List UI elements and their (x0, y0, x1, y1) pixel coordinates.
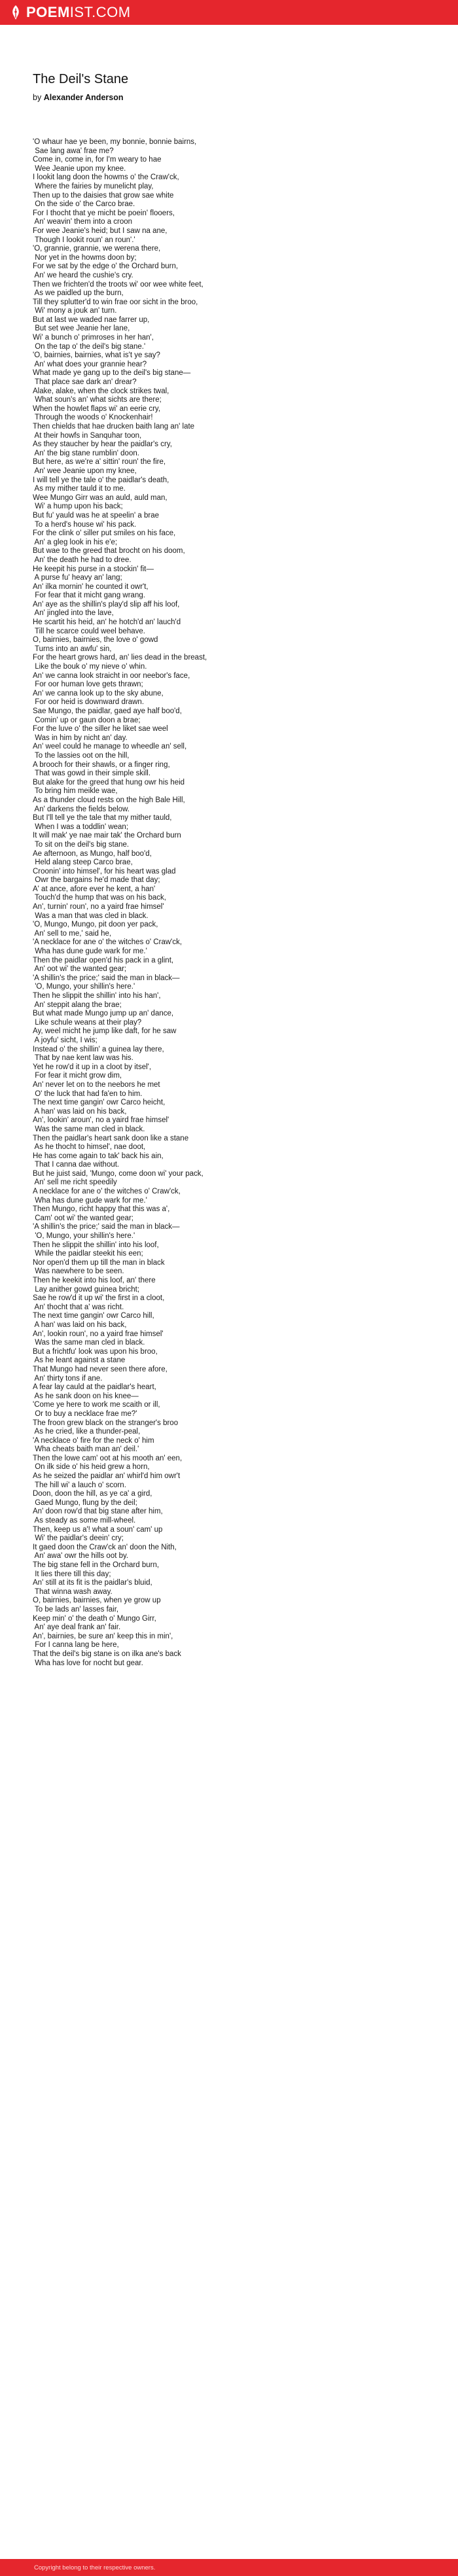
poem-line: Come in, come in, for I'm weary to hae (33, 156, 162, 164)
poem-line: Was the same man cled in black. (33, 1125, 145, 1133)
poem-line: Was a man that was cled in black. (33, 911, 149, 920)
poem-line: Wee Mungo Girr was an auld, auld man, (33, 493, 167, 502)
poem-line: An', turnin' roun', no a yaird frae himsel' (33, 903, 164, 911)
poem-line: But here, as we're a' sittin' roun' the fire, (33, 458, 166, 467)
poem-line: Then chields that hae drucken baith lang an' late (33, 423, 195, 431)
poem-line: To bring him meikle wae, (33, 787, 118, 796)
poem-line: Till they splutter'd to win frae oor sicht in the broo, (33, 298, 198, 306)
poem-line: Then the lowe cam' oot at his mooth an' een, (33, 1454, 183, 1462)
poem-line: 'O whaur hae ye been, my bonnie, bonnie bairns, (33, 138, 197, 146)
poem-line: A fear lay cauld at the paidlar's heart, (33, 1383, 156, 1392)
poem-line: 'O, Mungo, your shillin's here.' (33, 1232, 135, 1241)
poem-line: I will tell ye the tale o' the paidlar's death, (33, 476, 169, 484)
poem-line: For oor human love gets thrawn; (33, 680, 143, 689)
poem-line: Then Mungo, richt happy that this was a', (33, 1205, 170, 1214)
poem-line: An' thocht that a' was richt. (33, 1303, 124, 1311)
copyright-text: Copyright belong to their respective owners. (34, 2564, 156, 2571)
poem-line: An' aye as the shillin's play'd slip aff his loof, (33, 600, 180, 609)
poem-line: An' aye deal frank an' fair. (33, 1623, 121, 1632)
poem-line: An' oot wi' the wanted gear; (33, 965, 127, 974)
poem-line: Gaed Mungo, flung by the deil; (33, 1498, 137, 1507)
poem-line: That I canna dae without. (33, 1161, 120, 1169)
poem-line: Doon, doon the hill, as ye ca' a gird, (33, 1490, 152, 1498)
poem-line: Wha cheats baith man an' deil.' (33, 1445, 139, 1454)
poem-line: For I thocht that ye micht be poein' flooers, (33, 209, 175, 217)
poem-line: That the deil's big stane is on ilka ane's back (33, 1650, 181, 1658)
poem-line: I lookit lang doon the howms o' the Craw'ck, (33, 173, 179, 182)
poem-line: O, bairnies, bairnies, when ye grow up (33, 1597, 161, 1605)
poem-line: Instead o' the shillin' a guinea lay there, (33, 1045, 164, 1053)
poem-line: As he thocht to himsel', nae doot, (33, 1143, 146, 1152)
poem-line: As he leant against a stane (33, 1356, 126, 1365)
poem-line: Held alang steep Carco brae, (33, 858, 133, 867)
poem-line: Wi' a bunch o' primroses in her han', (33, 334, 154, 342)
poem-line: That Mungo had never seen there afore, (33, 1365, 167, 1373)
byline-prefix: by (33, 93, 44, 102)
poem-line: But at last we waded nae farrer up, (33, 315, 150, 324)
poem-line: Wha has dune gude wark for me.' (33, 947, 147, 956)
poem-line: Though I lookit roun' an roun'.' (33, 236, 135, 244)
poem-line: A han' was laid on his back, (33, 1107, 127, 1116)
poem-line: A joyfu' sicht, I wis; (33, 1036, 97, 1044)
poem-line: As he cried, like a thunder-peal, (33, 1428, 141, 1436)
poem-line: What made ye gang up to the deil's big stane— (33, 369, 191, 378)
poem-line: For I canna lang be here, (33, 1641, 119, 1650)
poem-line: While the paidlar steekit his een; (33, 1250, 143, 1258)
poem-line: An' steppit alang the brae; (33, 1000, 122, 1009)
poem-line: Croonin' into himsel', for his heart was glad (33, 867, 176, 875)
poem-line: An' the big stane rumblin' doon. (33, 449, 139, 457)
poem-line: Ae afternoon, as Mungo, half boo'd, (33, 849, 152, 858)
poem-line: Sae he row'd it up wi' the first in a cloot, (33, 1294, 165, 1303)
poem-line: Then the paidlar's heart sank doon like a stane (33, 1134, 189, 1142)
poem-line: An' never let on to the neebors he met (33, 1080, 160, 1089)
poem-line: 'Come ye here to work me scaith or ill, (33, 1401, 160, 1409)
poem-line: Then he slippit the shillin' into his loof, (33, 1241, 159, 1249)
poem-line: Yet he row'd it up in a cloot by itsel', (33, 1063, 152, 1071)
poem-line: For fear that it micht gang wrang. (33, 591, 145, 600)
logo-light-part: IST.COM (69, 4, 131, 20)
poem-line: But what made Mungo jump up an' dance, (33, 1010, 174, 1018)
poem-line: An' wee Jeanie upon my knee, (33, 467, 137, 475)
poem-line: Through the woods o' Knockenhair! (33, 414, 153, 422)
poem-line: The froon grew black on the stranger's broo (33, 1419, 179, 1427)
poem-line: As a thunder cloud rests on the high Bale Hill, (33, 796, 185, 804)
poem-line: Then up to the daisies that grow sae white (33, 191, 174, 200)
poem-body (33, 138, 425, 1668)
poem-line: An' awa' owr the hills oot by. (33, 1552, 129, 1561)
poem-line: For we sat by the edge o' the Orchard burn, (33, 262, 179, 271)
poem-line: For wee Jeanie's heid; but I saw na ane, (33, 226, 167, 235)
poem-line: But I'll tell ye the tale that my mither tauld, (33, 814, 172, 822)
poem-byline (33, 93, 123, 102)
poem-line: 'A necklace o' fire for the neck o' him (33, 1436, 154, 1445)
poem-line: Then he keekit into his loof, an' there (33, 1277, 156, 1284)
poem-line: Touch'd the hump that was on his back, (33, 894, 166, 902)
poem-line: On the tap o' the deil's big stane.' (33, 342, 146, 351)
poem-line: That by nae kent law was his. (33, 1054, 133, 1063)
poem-line: Or to buy a necklace frae me?' (33, 1409, 137, 1418)
poem-line: Where the fairies by munelicht play, (33, 182, 154, 190)
poem-line: An' what does your grannie hear? (33, 360, 147, 368)
poem-line: Wha has love for nocht but gear. (33, 1659, 143, 1667)
poem-line: On the side o' the Carco brae. (33, 200, 135, 209)
poem-line: But alake for the greed that hung owr his heid (33, 778, 185, 786)
poem-line: As he sank doon on his knee— (33, 1392, 139, 1400)
poem-line: Then, keep us a'! what a soun' cam' up (33, 1525, 163, 1534)
poem-title: The Deil's Stane (33, 72, 129, 86)
poem-line: An' we canna look up to the sky abune, (33, 689, 164, 697)
poem-line: Cam' oot wi' the wanted gear; (33, 1214, 133, 1222)
poem-line: The next time gangin' owr Carco hill, (33, 1312, 154, 1320)
poem-line: That winna wash away. (33, 1587, 113, 1596)
poem-line: He scartit his heid, an' he hotch'd an' lauch'd (33, 618, 181, 627)
poem-line: Sae Mungo, the paidlar, gaed aye half boo'd, (33, 707, 182, 715)
poem-line: O, bairnies, bairnies, the love o' gowd (33, 636, 158, 644)
poem-line: A purse fu' heavy an' lang; (33, 574, 122, 582)
poem-line: To the lassies oot on the hill, (33, 751, 130, 760)
poem-line: But wae to the greed that brocht on his doom, (33, 547, 185, 556)
poem-line: A brooch for their shawls, or a finger ring, (33, 760, 170, 769)
poem-line: 'A shillin's the price;' said the man in black— (33, 1223, 180, 1231)
poem-line: The big stane fell in the Orchard burn, (33, 1561, 160, 1569)
poem-line: An' weel could he manage to wheedle an' sell, (33, 743, 187, 751)
poem-line: As my mither tauld it to me. (33, 485, 126, 493)
poem-line: An', lookin roun', no a yaird frae himsel' (33, 1330, 164, 1338)
poem-line: Turns into an awfu' sin, (33, 644, 112, 653)
poem-line: An' jingled into the lave, (33, 609, 114, 618)
poem-line: But fu' yauld was he at speelin' a brae (33, 511, 159, 520)
poem-line: Wi' a hump upon his back; (33, 503, 123, 511)
poem-line: Lay anither gowd guinea bricht; (33, 1285, 140, 1294)
top-bar (0, 0, 458, 25)
poem-line: A' at ance, afore ever he kent, a han' (33, 885, 156, 893)
poem-line: A necklace for ane o' the witches o' Craw'ck, (33, 1188, 181, 1196)
poem-line: For oor heid is downward drawn. (33, 698, 145, 707)
poem-line: Was naewhere to be seen. (33, 1267, 124, 1276)
poem-line: An' weavin' them into a croon (33, 218, 133, 226)
poem-line: As steady as some mill-wheel. (33, 1517, 136, 1525)
poem-line: Nor open'd them up till the man in black (33, 1258, 165, 1267)
poem-line: 'A necklace for ane o' the witches o' Craw'ck, (33, 938, 183, 947)
poem-line: What soun's an' what sichts are there; (33, 396, 162, 404)
poem-line: An' doon row'd that big stane after him, (33, 1508, 163, 1516)
poem-line: Was the same man cled in black. (33, 1339, 145, 1347)
poem-line: An', bairnies, be sure an' keep this in min', (33, 1632, 173, 1640)
poem-line: To be lads an' lasses fair, (33, 1605, 119, 1614)
poem-line: 'O, Mungo, Mungo, pit doon yer pack, (33, 921, 158, 929)
footer-bar (0, 2559, 458, 2576)
poem-line: The hill wi' a lauch o' scorn. (33, 1481, 126, 1489)
poem-line: A han' was laid on his back, (33, 1320, 127, 1329)
poem-line: As we paidled up the burn, (33, 289, 124, 298)
logo-bold-part: POEM (26, 4, 70, 20)
poem-line: On ilk side o' his heid grew a horn, (33, 1463, 150, 1472)
poem-line: Wha has dune gude wark for me.' (33, 1196, 147, 1205)
poem-line: An' we heard the cushie's cry. (33, 271, 133, 279)
poem-line: An' thirty tons if ane. (33, 1374, 103, 1383)
poem-line: 'A shillin's the price;' said the man in black— (33, 974, 180, 982)
poem-line: An', lookin' aroun', no a yaird frae himsel' (33, 1116, 169, 1125)
poem-line: Comin' up or gaun doon a brae; (33, 716, 141, 724)
poem-line: Was in him by nicht an' day. (33, 733, 128, 742)
site-logo[interactable] (26, 0, 131, 25)
poem-line: The next time gangin' owr Carco heicht, (33, 1099, 166, 1107)
poem-line: It lies there till this day; (33, 1570, 111, 1578)
poem-line: To sit on the deil's big stane. (33, 840, 130, 849)
poem-line: Like schule weans at their play? (33, 1018, 142, 1027)
poem-line: When I was a toddlin' wean; (33, 822, 129, 831)
poem-line: For fear it micht grow dim, (33, 1072, 122, 1080)
poem-line: For the luve o' the siller he liket sae weel (33, 725, 168, 733)
poem-line: An' ilka mornin' he counted it owr't, (33, 582, 149, 591)
poem-line: To a herd's house wi' his pack. (33, 520, 137, 529)
poem-line: It gaed doon the Craw'ck an' doon the Nith, (33, 1543, 177, 1551)
poem-line: As he seized the paidlar an' whirl'd him owr't (33, 1472, 181, 1481)
poem-line: Then the paidlar open'd his pack in a glint, (33, 956, 174, 964)
poem-line: An' sell to me,' said he, (33, 929, 112, 938)
poem-author[interactable]: Alexander Anderson (43, 93, 124, 102)
poem-line: As they staucher by hear the paidlar's cry, (33, 440, 172, 449)
poem-line: But he juist said, 'Mungo, come doon wi' your pack, (33, 1169, 203, 1178)
quill-icon (9, 5, 22, 20)
poem-line: Till he scarce could weel behave. (33, 627, 145, 635)
poem-line: That place sae dark an' drear? (33, 378, 137, 387)
poem-line: An' sell me richt speedily (33, 1178, 117, 1187)
poem-line: Owr the bargains he'd made that day; (33, 876, 160, 885)
poem-line: Wee Jeanie upon my knee. (33, 164, 126, 173)
poem-line: 'O, grannie, grannie, we werena there, (33, 245, 161, 253)
poem-line: An' the death he had to dree. (33, 556, 132, 564)
poem-line: He has come again to tak' back his ain, (33, 1152, 164, 1160)
poem-line: But a frichtfu' look was upon his broo, (33, 1347, 158, 1356)
poem-line: An' we canna look straicht in oor neebor's face, (33, 671, 190, 680)
poem-line: Wi' mony a jouk an' turn. (33, 307, 117, 315)
poem-line: Nor yet in the howms doon by; (33, 253, 137, 262)
poem-line: He keepit his purse in a stockin' fit— (33, 565, 154, 573)
poem-line: But set wee Jeanie her lane, (33, 325, 130, 333)
poem-line: Like the bouk o' my nieve o' whin. (33, 663, 147, 671)
poem-line: Then he slippit the shillin' into his han', (33, 992, 161, 1000)
poem-line: Then we frichten'd the troots wi' oor wee white feet, (33, 280, 203, 289)
poem-line: Alake, alake, when the clock strikes twal, (33, 387, 169, 395)
poem-line: Sae lang awa' frae me? (33, 147, 114, 155)
poem-line: At their howfs in Sanquhar toon, (33, 431, 142, 440)
poem-line: 'O, Mungo, your shillin's here.' (33, 983, 135, 991)
poem-line: An' darkens the fields below. (33, 805, 130, 813)
poem-line: O' the luck that had fa'en to him. (33, 1089, 143, 1098)
poem-line: 'O, bairnies, bairnies, what is't ye say? (33, 351, 160, 360)
poem-line: An' a gleg look in his e'e; (33, 538, 118, 546)
poem-line: That was gowd in their simple skill. (33, 769, 151, 778)
poem-line: Ay, weel micht he jump like daft, for he saw (33, 1027, 177, 1036)
poem-line: It will mak' ye nae mair tak' the Orchard burn (33, 832, 181, 840)
poem-line: Wi' the paidlar's deein' cry; (33, 1534, 124, 1543)
poem-line: For the clink o' siller put smiles on his face, (33, 529, 176, 538)
poem-line: For the heart grows hard, an' lies dead in the breast, (33, 654, 207, 662)
poem-line: When the howlet flaps wi' an eerie cry, (33, 404, 161, 413)
poem-line: An' still at its fit is the paidlar's bluid, (33, 1579, 152, 1587)
poem-line: Keep min' o' the death o' Mungo Girr, (33, 1614, 156, 1623)
